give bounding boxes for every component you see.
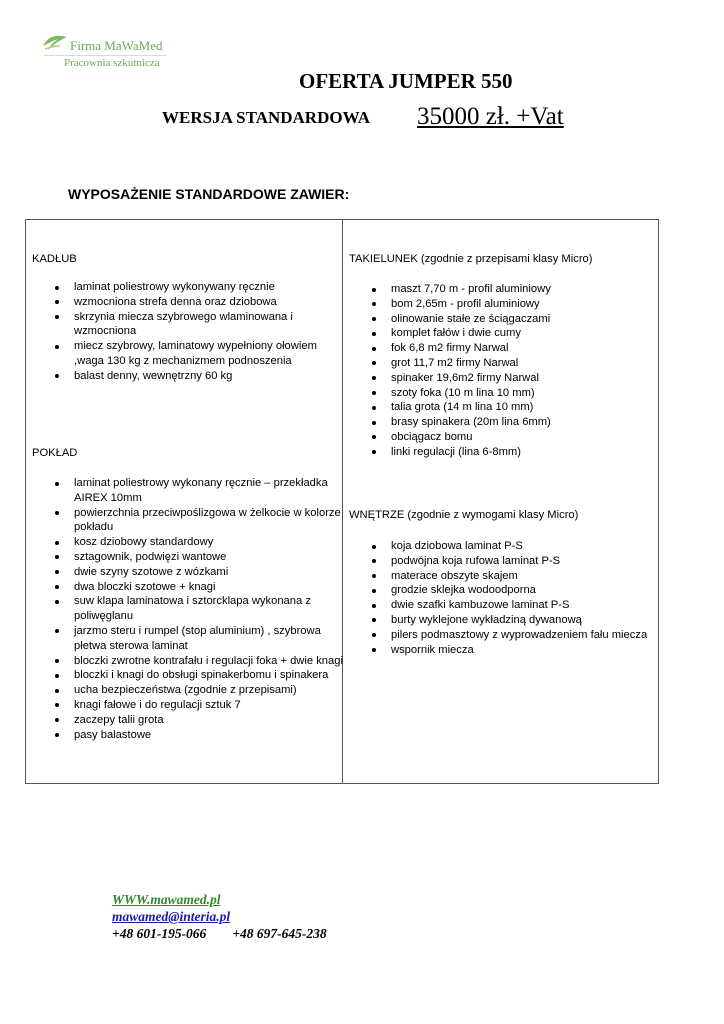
deck-title: POKŁAD xyxy=(32,447,78,459)
list-item: olinowanie stałe ze ściągaczami xyxy=(368,312,648,327)
logo-divider xyxy=(44,55,166,56)
list-item: dwie szyny szotowe z wózkami xyxy=(51,565,343,580)
list-item: jarzmo steru i rumpel (stop aluminium) , szybrowa płetwa sterowa laminat xyxy=(51,624,343,654)
hull-list xyxy=(51,280,343,384)
interior-list xyxy=(368,539,648,657)
leaf-logo-icon xyxy=(42,34,68,52)
list-item: podwójna koja rufowa laminat P-S xyxy=(368,554,648,569)
list-item: talia grota (14 m lina 10 mm) xyxy=(368,400,648,415)
interior-title: WNĘTRZE (zgodnie z wymogami klasy Micro) xyxy=(349,509,579,521)
list-item: koja dziobowa laminat P-S xyxy=(368,539,648,554)
list-item: grot 11,7 m2 firmy Narwal xyxy=(368,356,648,371)
list-item: kosz dziobowy standardowy xyxy=(51,535,343,550)
equipment-heading: WYPOSAŻENIE STANDARDOWE ZAWIER: xyxy=(68,186,350,202)
list-item: pilers podmasztowy z wyprowadzeniem fału miecza xyxy=(368,628,648,643)
list-item: komplet fałów i dwie cumy xyxy=(368,326,648,341)
page-title: OFERTA JUMPER 550 xyxy=(299,69,513,93)
list-item: laminat poliestrowy wykonywany ręcznie xyxy=(51,280,343,295)
list-item: bloczki zwrotne kontrafału i regulacji foka + dwie knagi xyxy=(51,654,343,669)
list-item: dwa bloczki szotowe + knagi xyxy=(51,580,343,595)
list-item: linki regulacji (lina 6-8mm) xyxy=(368,445,648,460)
version-label: WERSJA STANDARDOWA xyxy=(162,108,370,127)
list-item: powierzchnia przeciwpoślizgowa w żelkocie w kolorze pokładu xyxy=(51,506,343,536)
list-item: obciągacz bomu xyxy=(368,430,648,445)
list-item: burty wyklejone wykładziną dywanową xyxy=(368,613,648,628)
phone-1: +48 601-195-066 xyxy=(112,926,207,941)
list-item: grodzie sklejka wodoodporna xyxy=(368,583,648,598)
list-item: skrzynia miecza szybrowego wlaminowana i wzmocniona xyxy=(51,310,343,340)
list-item: wzmocniona strefa denna oraz dziobowa xyxy=(51,295,343,310)
logo-company-name: Firma MaWaMed xyxy=(70,38,163,53)
list-item: miecz szybrowy, laminatowy wypełniony ołowiem ,waga 130 kg z mechanizmem podnoszenia xyxy=(51,339,343,369)
list-item: wspornik miecza xyxy=(368,643,648,658)
list-item: pasy balastowe xyxy=(51,728,343,743)
list-item: brasy spinakera (20m lina 6mm) xyxy=(368,415,648,430)
list-item: maszt 7,70 m - profil aluminiowy xyxy=(368,282,648,297)
list-item: materace obszyte skajem xyxy=(368,569,648,584)
list-item: laminat poliestrowy wykonany ręcznie – przekładka AIREX 10mm xyxy=(51,476,343,506)
rigging-list xyxy=(368,282,648,460)
list-item: bloczki i knagi do obsługi spinakerbomu i spinakera xyxy=(51,668,343,683)
company-logo xyxy=(40,30,170,72)
price: 35000 zł. +Vat xyxy=(417,103,564,130)
list-item: suw klapa laminatowa i sztorcklapa wykonana z poliwęglanu xyxy=(51,594,343,624)
list-item: sztagownik, podwięzi wantowe xyxy=(51,550,343,565)
logo-subtitle: Pracownia szkutnicza xyxy=(64,57,160,69)
phone-numbers xyxy=(112,925,327,942)
hull-title: KADŁUB xyxy=(32,253,77,265)
list-item: fok 6,8 m2 firmy Narwal xyxy=(368,341,648,356)
list-item: bom 2,65m - profil aluminiowy xyxy=(368,297,648,312)
list-item: szoty foka (10 m lina 10 mm) xyxy=(368,386,648,401)
deck-list xyxy=(51,476,343,742)
equipment-table xyxy=(25,219,659,784)
list-item: ucha bezpieczeństwa (zgodnie z przepisami) xyxy=(51,683,343,698)
phone-2: +48 697-645-238 xyxy=(232,926,327,941)
list-item: zaczepy talii grota xyxy=(51,713,343,728)
website-link[interactable]: WWW.mawamed.pl xyxy=(112,892,221,907)
rigging-title: TAKIELUNEK (zgodnie z przepisami klasy Micro) xyxy=(349,253,593,265)
list-item: dwie szafki kambuzowe laminat P-S xyxy=(368,598,648,613)
list-item: balast denny, wewnętrzny 60 kg xyxy=(51,369,343,384)
email-link[interactable]: mawamed@interia.pl xyxy=(112,909,231,924)
list-item: spinaker 19,6m2 firmy Narwal xyxy=(368,371,648,386)
list-item: knagi fałowe i do regulacji sztuk 7 xyxy=(51,698,343,713)
contact-footer xyxy=(112,891,327,942)
